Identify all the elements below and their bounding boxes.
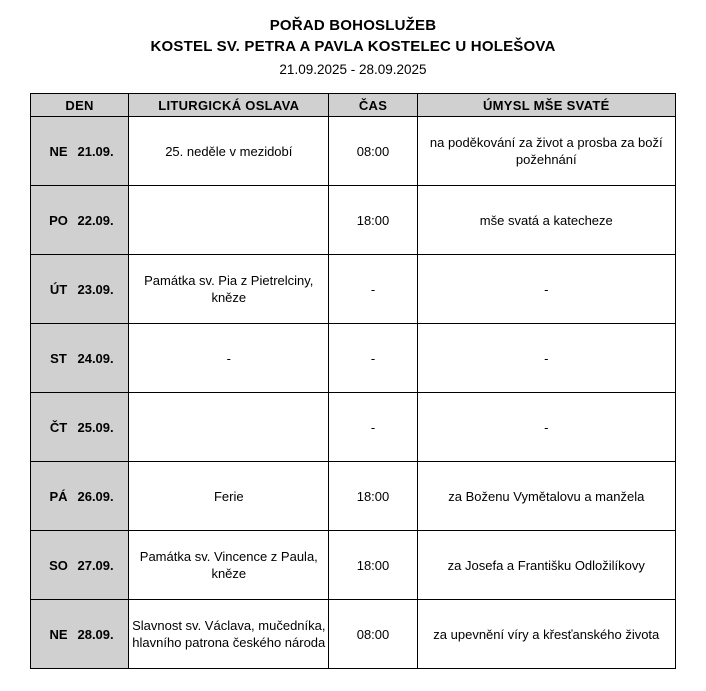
day-cell — [31, 393, 129, 462]
document-header — [0, 0, 706, 81]
day-cell — [31, 117, 129, 186]
liturgy-cell: 25. neděle v mezidobí — [129, 117, 329, 186]
day-cell — [31, 462, 129, 531]
liturgy-cell — [129, 186, 329, 255]
day-of-week: PÁ — [49, 488, 68, 504]
day-of-week: ÚT — [49, 281, 68, 297]
table-row — [31, 324, 676, 393]
day-of-week: NE — [49, 626, 68, 642]
time-cell: 18:00 — [329, 531, 417, 600]
intent-cell: za Boženu Vymětalovu a manžela — [417, 462, 675, 531]
day-date: 21.09. — [77, 143, 114, 159]
day-cell — [31, 255, 129, 324]
day-cell — [31, 186, 129, 255]
liturgy-cell: Památka sv. Pia z Pietrelciny, kněze — [129, 255, 329, 324]
day-date: 28.09. — [77, 626, 114, 642]
intent-cell: - — [417, 324, 675, 393]
day-date: 23.09. — [77, 281, 114, 297]
schedule-table-container — [30, 93, 676, 669]
day-date: 25.09. — [77, 419, 114, 435]
table-row — [31, 531, 676, 600]
time-cell: 08:00 — [329, 600, 417, 669]
liturgy-cell — [129, 393, 329, 462]
liturgy-cell: Památka sv. Vincence z Paula, kněze — [129, 531, 329, 600]
column-header-liturgy: LITURGICKÁ OSLAVA — [129, 94, 329, 117]
intent-cell: na poděkování za život a prosba za boží požehnání — [417, 117, 675, 186]
intent-cell: mše svatá a katecheze — [417, 186, 675, 255]
time-cell: - — [329, 324, 417, 393]
time-cell: - — [329, 393, 417, 462]
table-row — [31, 600, 676, 669]
day-cell — [31, 600, 129, 669]
table-row — [31, 186, 676, 255]
table-row — [31, 462, 676, 531]
time-cell: 08:00 — [329, 117, 417, 186]
column-header-intent: ÚMYSL MŠE SVATÉ — [417, 94, 675, 117]
table-row — [31, 117, 676, 186]
day-date: 26.09. — [77, 488, 114, 504]
table-row — [31, 255, 676, 324]
day-cell — [31, 531, 129, 600]
time-cell: 18:00 — [329, 186, 417, 255]
intent-cell: - — [417, 393, 675, 462]
liturgy-cell: Ferie — [129, 462, 329, 531]
intent-cell: za upevnění víry a křesťanského života — [417, 600, 675, 669]
day-of-week: ČT — [49, 419, 68, 435]
day-of-week: SO — [49, 557, 68, 573]
day-of-week: NE — [49, 143, 68, 159]
table-body — [31, 117, 676, 669]
column-header-day: DEN — [31, 94, 129, 117]
table-header-row — [31, 94, 676, 117]
liturgy-cell: - — [129, 324, 329, 393]
day-of-week: ST — [50, 350, 67, 366]
day-cell — [31, 324, 129, 393]
document-title: POŘAD BOHOSLUŽEB — [269, 17, 437, 34]
day-date: 24.09. — [77, 350, 114, 366]
time-cell: 18:00 — [329, 462, 417, 531]
date-range: 21.09.2025 - 28.09.2025 — [279, 62, 427, 77]
time-cell: - — [329, 255, 417, 324]
day-of-week: PO — [49, 212, 68, 228]
table-row — [31, 393, 676, 462]
day-date: 27.09. — [77, 557, 114, 573]
liturgy-cell: Slavnost sv. Václava, mučedníka, hlavního patrona českého národa — [129, 600, 329, 669]
schedule-table — [30, 93, 676, 669]
intent-cell: za Josefa a Františku Odložilíkovy — [417, 531, 675, 600]
day-date: 22.09. — [77, 212, 114, 228]
intent-cell: - — [417, 255, 675, 324]
document-subtitle: KOSTEL SV. PETRA A PAVLA KOSTELEC U HOLEŠOVA — [150, 38, 556, 55]
column-header-time: ČAS — [329, 94, 417, 117]
